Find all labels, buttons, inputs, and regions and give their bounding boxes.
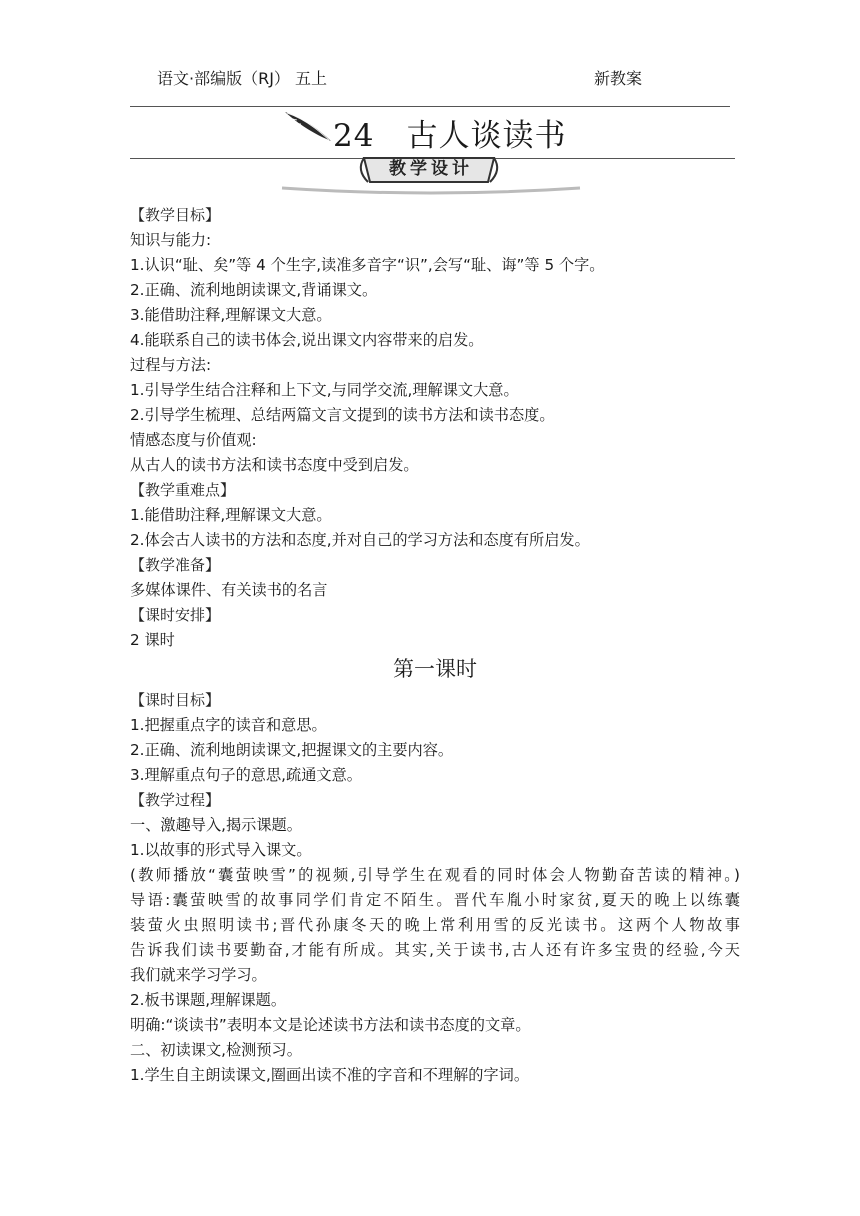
heading-preparation: 【教学准备】 <box>130 556 221 574</box>
goal-item: 从古人的读书方法和读书态度中受到启发。 <box>130 456 419 474</box>
goal-item: 1.引导学生结合注释和上下文,与同学交流,理解课文大意。 <box>130 381 519 399</box>
goal-item: 4.能联系自己的读书体会,说出课文内容带来的启发。 <box>130 331 484 349</box>
process-step: 二、初读课文,检测预习。 <box>130 1041 302 1059</box>
goal-item: 3.能借助注释,理解课文大意。 <box>130 306 332 324</box>
period-goal-item: 3.理解重点句子的意思,疏通文意。 <box>130 766 362 784</box>
goal-item: 1.认识“耻、矣”等 4 个生字,读准多音字“识”,会写“耻、诲”等 5 个字。 <box>130 256 605 274</box>
quill-icon <box>283 108 333 144</box>
subheading-knowledge: 知识与能力: <box>130 231 212 249</box>
header-rule <box>130 106 730 107</box>
heading-teaching-process: 【教学过程】 <box>130 791 221 809</box>
process-step: 2.板书课题,理解课题。 <box>130 991 287 1009</box>
key-point-item: 1.能借助注释,理解课文大意。 <box>130 506 332 524</box>
paragraph-line: 导语:囊萤映雪的故事同学们肯定不陌生。晋代车胤小时家贫,夏天的晚上以练囊 <box>130 891 740 909</box>
banner-label: 教学设计 <box>389 159 473 179</box>
paragraph-line: 装萤火虫照明读书;晋代孙康冬天的晚上常利用雪的反光读书。这两个人物故事 <box>130 916 740 934</box>
running-header <box>157 66 677 90</box>
process-step: 一、激趣导入,揭示课题。 <box>130 816 302 834</box>
heading-key-points: 【教学重难点】 <box>130 481 236 499</box>
process-step: 1.以故事的形式导入课文。 <box>130 841 312 859</box>
key-point-item: 2.体会古人读书的方法和态度,并对自己的学习方法和态度有所启发。 <box>130 531 590 549</box>
lesson-body <box>130 203 740 1088</box>
period-title: 第一课时 <box>393 657 477 681</box>
subheading-values: 情感态度与价值观: <box>130 431 257 449</box>
heading-period-goals: 【课时目标】 <box>130 691 221 709</box>
subheading-process: 过程与方法: <box>130 356 212 374</box>
paragraph-line: 明确:“谈读书”表明本文是论述读书方法和读书态度的文章。 <box>130 1016 531 1034</box>
schedule-text: 2 课时 <box>130 631 175 649</box>
lesson-title: 24 古人谈读书 <box>333 118 567 154</box>
heading-teaching-goals: 【教学目标】 <box>130 206 221 224</box>
period-goal-item: 2.正确、流利地朗读课文,把握课文的主要内容。 <box>130 741 454 759</box>
paragraph-line: 告诉我们读书要勤奋,才能有所成。其实,关于读书,古人还有许多宝贵的经验,今天 <box>130 941 740 959</box>
heading-schedule: 【课时安排】 <box>130 606 221 624</box>
paragraph-line: (教师播放“囊萤映雪”的视频,引导学生在观看的同时体会人物勤奋苦读的精神。) <box>130 866 740 884</box>
goal-item: 2.正确、流利地朗读课文,背诵课文。 <box>130 281 378 299</box>
header-book-info: 语文·部编版（RJ） 五上 <box>157 69 328 88</box>
period-goal-item: 1.把握重点字的读音和意思。 <box>130 716 327 734</box>
process-step: 1.学生自主朗读课文,圈画出读不准的字音和不理解的字词。 <box>130 1066 530 1084</box>
goal-item: 2.引导学生梳理、总结两篇文言文提到的读书方法和读书态度。 <box>130 406 555 424</box>
preparation-text: 多媒体课件、有关读书的名言 <box>130 581 328 599</box>
header-label: 新教案 <box>594 69 643 88</box>
paragraph-line: 我们就来学习学习。 <box>130 966 267 984</box>
